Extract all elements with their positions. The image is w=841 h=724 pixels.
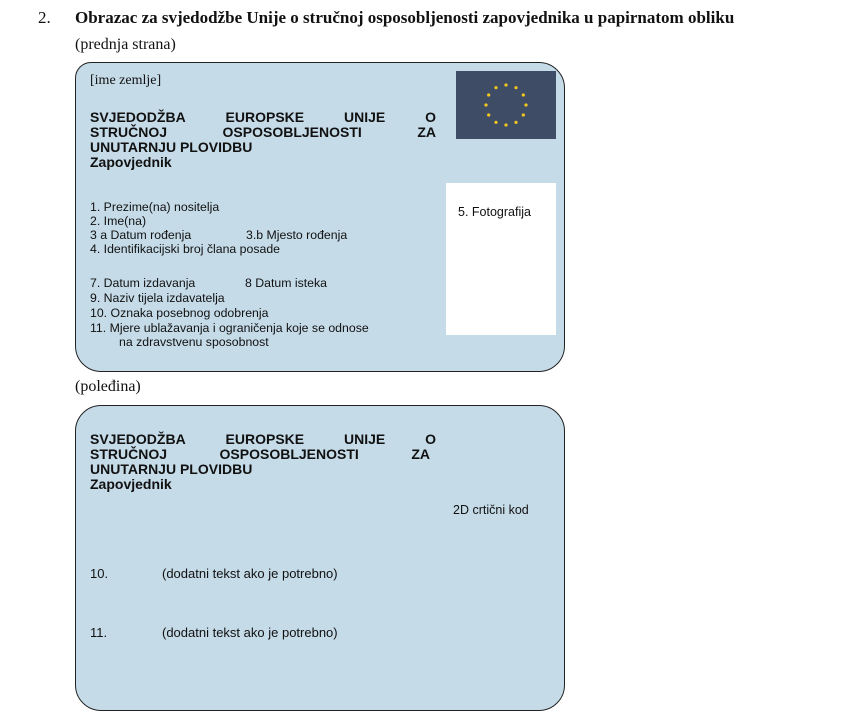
eu-star-icon [522,113,525,116]
front-title-line-2 [90,125,436,140]
title-word: UNIJE [343,109,386,125]
field-11: 11. Mjere ublažavanja i ograničenja koje se odnose [90,321,369,335]
eu-star-icon [514,86,517,89]
eu-star-icon [522,93,525,96]
eu-star-icon [487,113,490,116]
field-1: 1. Prezime(na) nositelja [90,200,220,214]
title-word: EUROPSKE [225,109,305,125]
field-8: 8 Datum isteka [245,276,328,290]
field-4: 4. Identifikacijski broj člana posade [90,242,281,256]
eu-star-icon [504,83,507,86]
field-7: 7. Datum izdavanja [90,276,196,290]
title-word: UNIJE [343,431,386,447]
front-side-label: (prednja strana) [75,36,176,53]
barcode-label: 2D crtični kod [453,503,529,517]
item-10-text: (dodatni tekst ako je potrebno) [162,566,338,581]
title-word: EUROPSKE [225,431,305,447]
section-number: 2. [38,8,51,27]
back-title-line-2 [90,447,430,462]
front-certificate-title [90,110,436,170]
eu-flag [456,71,556,139]
section-title: Obrazac za svjedodžbe Unije o stručnoj osposobljenosti zapovjednika u papirnatom obliku [75,8,735,27]
item-11-text: (dodatni tekst ako je potrebno) [162,625,338,640]
title-word: O [425,431,436,447]
eu-star-icon [504,123,507,126]
back-subtitle: Zapovjednik [90,476,172,492]
item-11-number: 11. [90,625,108,640]
front-subtitle: Zapovjednik [90,154,172,170]
title-word: O [425,109,436,125]
field-11-continued: na zdravstvenu sposobnost [119,335,269,349]
title-word: SVJEDODŽBA [90,109,186,125]
photo-box [446,183,556,335]
eu-star-icon [487,93,490,96]
section-heading [38,8,838,28]
back-title-line-1 [90,432,436,447]
eu-star-icon [494,86,497,89]
back-side-label: (poleđina) [75,378,141,395]
front-title-line-1 [90,110,436,125]
title-word: SVJEDODŽBA [90,431,186,447]
eu-star-icon [524,103,527,106]
photo-label: 5. Fotografija [458,205,531,219]
back-certificate-title [90,432,436,492]
eu-star-icon [514,121,517,124]
field-2: 2. Ime(na) [90,214,147,228]
eu-stars-icon [456,71,556,139]
title-word: OSPOSOBLJENOSTI [222,124,362,140]
country-name: [ime zemlje] [90,73,162,88]
front-title-line-3 [90,140,436,155]
certificate-front-card [75,62,565,372]
field-3a: 3 a Datum rođenja [90,228,192,242]
item-10-number: 10. [90,566,109,581]
title-word: STRUČNOJ [90,446,168,462]
eu-star-icon [494,121,497,124]
field-3b: 3.b Mjesto rođenja [246,228,348,242]
title-word: UNUTARNJU PLOVIDBU [90,139,253,155]
certificate-back-card [75,405,565,711]
eu-star-icon [484,103,487,106]
title-word: ZA [417,124,436,140]
title-word: UNUTARNJU PLOVIDBU [90,461,253,477]
title-word: ZA [411,446,430,462]
title-word: STRUČNOJ [90,124,168,140]
field-10: 10. Oznaka posebnog odobrenja [90,306,269,320]
field-9: 9. Naziv tijela izdavatelja [90,291,225,305]
title-word: OSPOSOBLJENOSTI [219,446,359,462]
back-title-line-3 [90,462,436,477]
